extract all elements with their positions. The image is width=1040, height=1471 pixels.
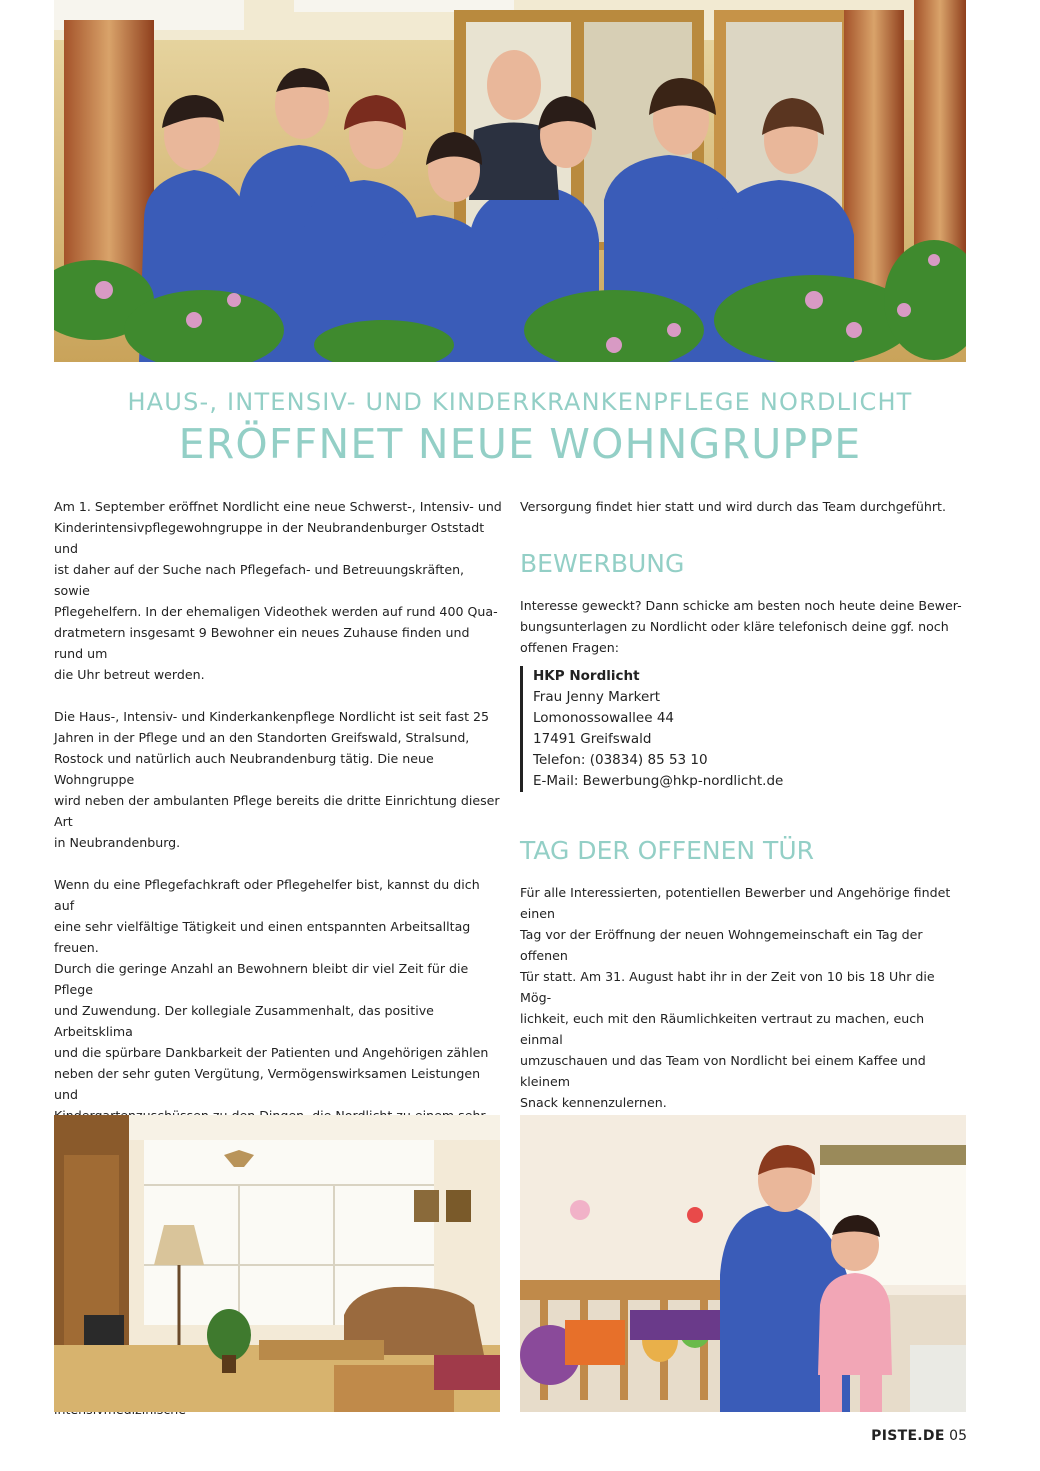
contact-person: Frau Jenny Markert	[533, 689, 661, 705]
article-headline: ERÖFFNET NEUE WOHNGRUPPE	[178, 420, 862, 468]
section-heading-open-day: TAG DER OFFENEN TÜR	[520, 836, 814, 865]
contact-block	[520, 666, 966, 792]
page-footer	[871, 1428, 967, 1444]
contact-company: HKP Nordlicht	[533, 668, 640, 684]
footer-brand: PISTE.DE	[871, 1428, 945, 1444]
paragraph-continuation: Versorgung findet hier statt und wird durch das Team durchgeführt.	[520, 499, 946, 514]
contact-street: Lomonossowallee 44	[533, 710, 674, 726]
team-photo	[54, 0, 966, 362]
living-room-illustration	[54, 1115, 500, 1412]
article-kicker: HAUS-, INTENSIV- UND KINDERKRANKENPFLEGE NORDLICHT	[127, 388, 913, 416]
page-number: 05	[949, 1428, 967, 1444]
paragraph-benefits: Wenn du eine Pflegefachkraft oder Pflegehelfer bist, kannst du dich auf eine sehr vielfältige Tätigkeit und einen entspannten Arbeitsalltag freuen. Durch die geringe Anzahl an Bewohnern bleibt dir viel Zeit für die Pflege und Zuwendung. Der kollegiale Zusammenhalt, das positive Arbeitsklima und die spürbare Dankbarkeit der Patienten und Angehörigen zählen neben der sehr guten Vergütung, Vermögenswirksamen Leistungen und	[54, 877, 489, 1102]
contact-city: 17491 Greifswald	[533, 731, 652, 747]
article-right-column	[520, 496, 966, 1129]
living-room-photo	[54, 1115, 500, 1412]
paragraph-open-day: Für alle Interessierten, potentiellen Bewerber und Angehörige findet einen Tag vor der Eröffnung der neuen Wohngemeinschaft ein Tag der offenen Tür statt. Am 31. August habt ihr in der Zeit von 10 bis 18 Uhr die Mög- lichkeit, euch mit den Räumlichkeiten vertraut zu machen, euch einmal umzuschauen und das Team von Nordlicht bei einem Kaffee und kleinem Snack kennenzulernen.	[520, 885, 951, 1110]
paragraph-bewerbung: Interesse geweckt? Dann schicke am besten noch heute deine Bewer- bungsunterlagen zu Nordlicht oder kläre telefonisch deine ggf. noch offenen Fragen:	[520, 598, 962, 655]
contact-email[interactable]: E-Mail: Bewerbung@hkp-nordlicht.de	[533, 773, 784, 789]
contact-phone[interactable]: Telefon: (03834) 85 53 10	[533, 752, 708, 768]
paragraph-intro: Am 1. September eröffnet Nordlicht eine neue Schwerst-, Intensiv- und Kinderintensivpflegewohngruppe in der Neubrandenburger Oststadt und ist daher auf der Suche nach Pflegefach- und Betreuungskräften, sowie Pflegehelfern. In der ehemaligen Videothek werden auf rund 400 Qua- dratmetern insgesamt 9 Bewohner ein neues Zuhause finden und rund um die Uhr betreut werden.	[54, 499, 502, 682]
nursery-photo	[520, 1115, 966, 1412]
section-heading-bewerbung: BEWERBUNG	[520, 549, 685, 578]
nursery-illustration	[520, 1115, 966, 1412]
paragraph-company: Die Haus-, Intensiv- und Kinderkankenpflege Nordlicht ist seit fast 25 Jahren in der Pflege und an den Standorten Greifswald, Stralsund, Rostock und natürlich auch Neubrandenburg tätig. Die neue Wohngruppe wird neben der ambulanten Pflege bereits die dritte Einrichtung dieser Art in Neubrandenburg.	[54, 709, 500, 850]
team-photo-illustration	[54, 0, 966, 362]
